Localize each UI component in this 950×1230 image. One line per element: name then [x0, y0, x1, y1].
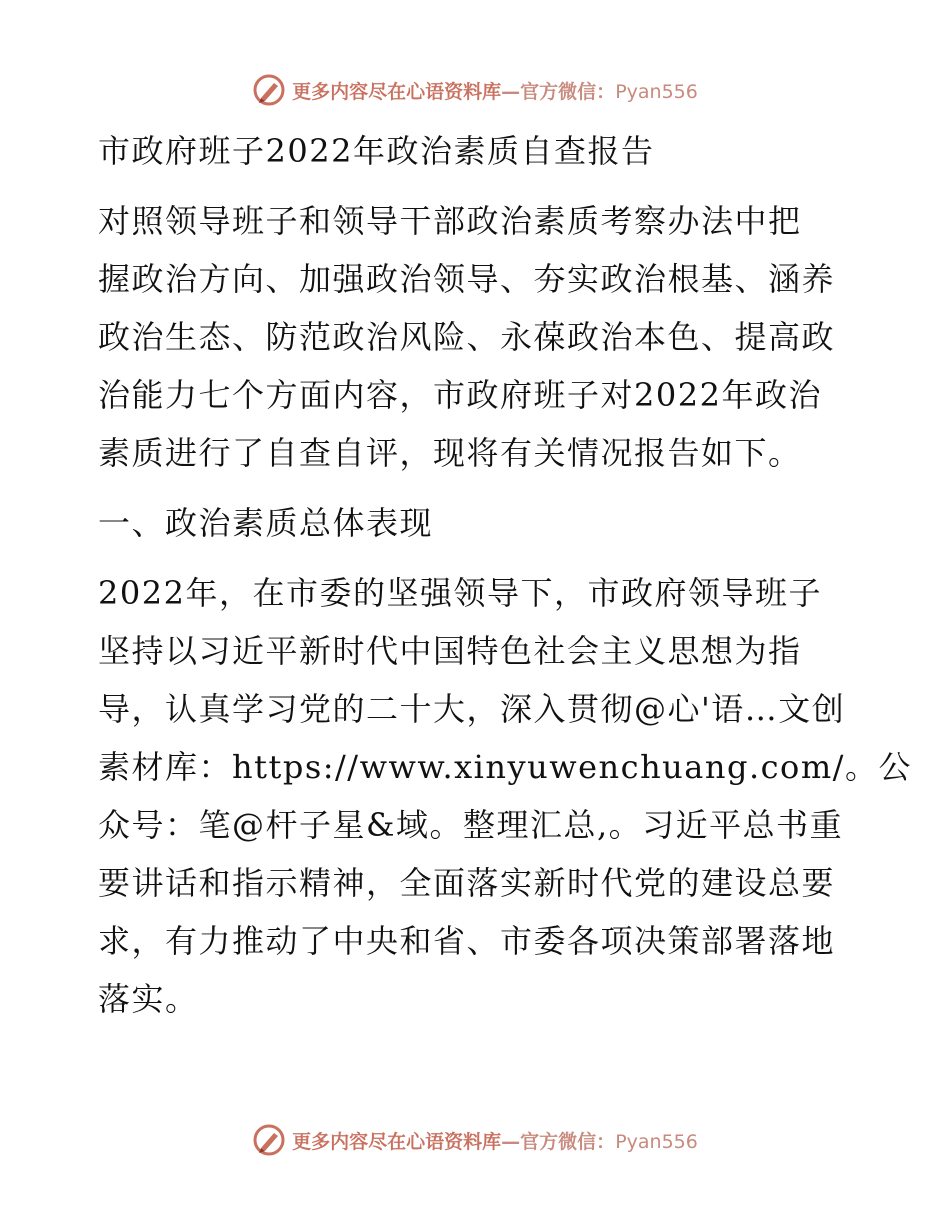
paragraph-line: 导，认真学习党的二十大，深入贯彻@心'语…文创	[98, 690, 846, 728]
paragraph-line: 要讲话和指示精神，全面落实新时代党的建设总要	[98, 864, 836, 902]
banner-wechat-id: Pyan556	[615, 80, 698, 103]
spacer	[98, 180, 858, 192]
paragraph-line: 治能力七个方面内容，市政府班子对2022年政治	[98, 376, 822, 414]
banner-text	[292, 1127, 698, 1154]
paragraph-line: 求，有力推动了中央和省、市委各项决策部署落地	[98, 922, 836, 960]
header-banner	[0, 70, 950, 110]
spacer	[98, 482, 858, 494]
section-heading: 一、政治素质总体表现	[98, 504, 434, 542]
banner-text	[292, 77, 698, 104]
paragraph-line: 对照领导班子和领导干部政治素质考察办法中把	[98, 202, 802, 240]
paragraph-line: 落实。	[98, 980, 199, 1018]
banner-main-text: 更多内容尽在心语资料库	[292, 1130, 502, 1153]
paragraph-line: 众号：笔@杆子星&域。整理汇总,。习近平总书重	[98, 806, 844, 844]
paragraph-line: 政治生态、防范政治风险、永葆政治本色、提高政	[98, 318, 836, 356]
pen-logo-icon	[252, 73, 286, 107]
banner-wechat-id: Pyan556	[615, 1130, 698, 1153]
banner-content	[252, 1123, 698, 1157]
document-body	[98, 122, 912, 1028]
banner-content	[252, 73, 698, 107]
banner-dash: —	[501, 1130, 521, 1153]
paragraph-line: 素材库：https://www.xinyuwenchuang.com/。公	[98, 748, 912, 786]
paragraph-line: 握政治方向、加强政治领导、夯实政治根基、涵养	[98, 260, 836, 298]
paragraph-line: 素质进行了自查自评，现将有关情况报告如下。	[98, 434, 802, 472]
spacer	[98, 552, 858, 564]
banner-wechat-label: 官方微信：	[520, 80, 616, 103]
paragraph-line: 2022年，在市委的坚强领导下，市政府领导班子	[98, 574, 822, 612]
document-title: 市政府班子2022年政治素质自查报告	[98, 132, 655, 170]
section1-paragraph	[98, 564, 912, 1028]
banner-wechat-label: 官方微信：	[520, 1130, 616, 1153]
banner-main-text: 更多内容尽在心语资料库	[292, 80, 502, 103]
banner-dash: —	[501, 80, 521, 103]
pen-logo-icon	[252, 1123, 286, 1157]
footer-banner	[0, 1120, 950, 1160]
intro-paragraph	[98, 192, 858, 482]
paragraph-line: 坚持以习近平新时代中国特色社会主义思想为指	[98, 632, 802, 670]
